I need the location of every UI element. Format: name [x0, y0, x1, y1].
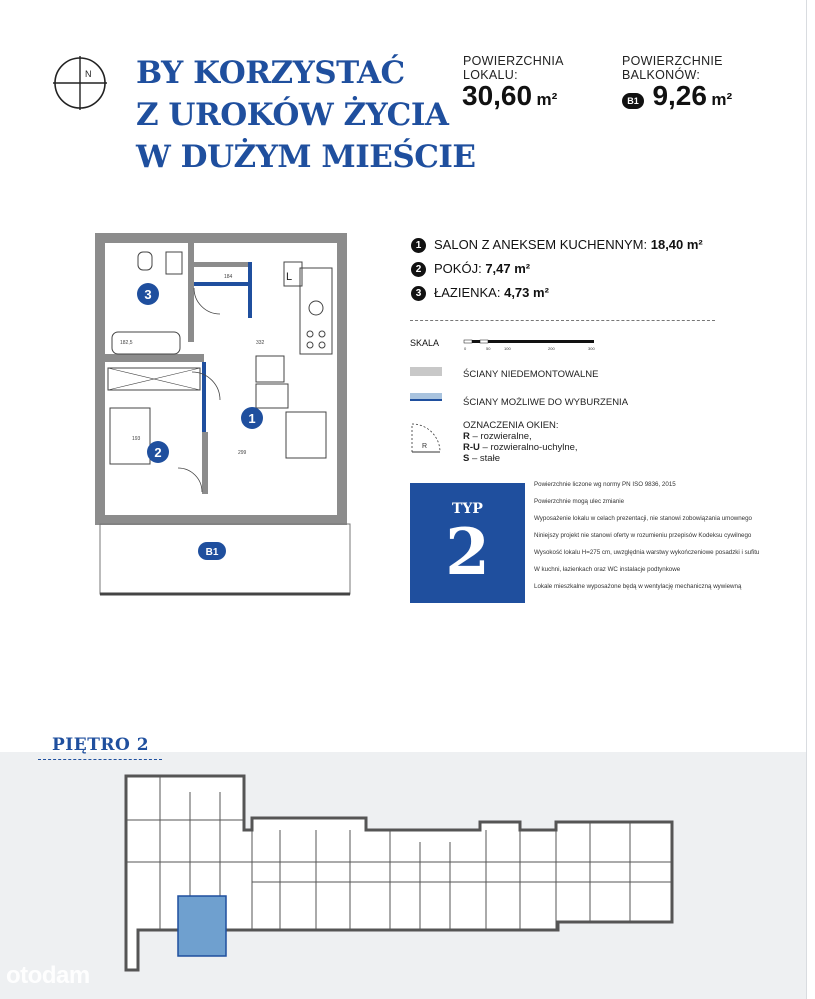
room-number-badge: 1	[411, 238, 426, 253]
plan-room-badge: 1	[248, 411, 256, 426]
window-legend-r: R – rozwieralne,	[463, 431, 532, 442]
kitchen-letter: L	[286, 271, 293, 283]
balcony-badge: B1	[622, 93, 644, 109]
note-item: Wysokość lokalu H=275 cm, uwzględnia warstwy wykończeniowe posadzki i sufitu	[534, 548, 760, 556]
typ-number: 2	[445, 515, 490, 590]
note-item: Lokale mieszkalne wyposażone będą w wentylację mechaniczną wywiewną	[534, 582, 742, 590]
scale-label: SKALA	[410, 338, 440, 348]
room-name: ŁAZIENKA:	[434, 285, 501, 300]
area-balkonow-label-line1: POWIERZCHNIE	[622, 54, 723, 68]
dimension-label: 299	[238, 450, 247, 456]
plan-room-badge: 3	[144, 287, 152, 302]
rooms-list	[411, 236, 703, 302]
watermark: otodam	[6, 962, 90, 989]
room-number-badge: 2	[411, 262, 426, 277]
note-item: Niniejszy projekt nie stanowi oferty w rozumieniu przepisów Kodeksu cywilnego	[534, 531, 752, 539]
scale-bar	[462, 338, 602, 352]
area-balkonow-unit: m²	[711, 90, 733, 109]
plan-room-badge: 2	[154, 445, 162, 460]
scale-tick: 100	[504, 346, 511, 351]
typ-box	[410, 483, 525, 603]
headline	[136, 52, 476, 178]
dimension-label: 193	[132, 436, 141, 442]
legend-removable-walls: ŚCIANY MOŻLIWE DO WYBURZENIA	[463, 397, 629, 408]
note-item: Powierzchnie liczone wg normy PN ISO 9836, 2015	[534, 481, 676, 488]
floor-label-underline	[38, 759, 162, 760]
window-symbol-icon	[408, 420, 442, 456]
room-row-1	[411, 236, 703, 254]
note-item: W kuchni, łazienkach oraz WC instalacje podtynkowe	[534, 565, 681, 573]
note-item: Powierzchnie mogą ulec zmianie	[534, 497, 625, 505]
scale-tick: 200	[548, 346, 555, 351]
room-name: SALON Z ANEKSEM KUCHENNYM:	[434, 237, 648, 252]
dimension-label: 332	[256, 340, 265, 346]
area-lokalu-label-line1: POWIERZCHNIA	[463, 54, 564, 68]
apartment-floor-plan	[90, 232, 360, 604]
area-lokalu-label-line2: LOKALU:	[463, 68, 518, 82]
room-area: 4,73 m²	[504, 285, 549, 300]
headline-line-2: Z UROKÓW ŻYCIA	[136, 97, 449, 133]
balcony-plan-badge: B1	[205, 547, 219, 558]
window-legend-title: OZNACZENIA OKIEN:	[463, 420, 559, 431]
note-item: Wyposażenie lokalu w celach prezentacji, nie stanowi zobowiązania umownego	[534, 514, 753, 522]
area-lokalu-unit: m²	[536, 90, 558, 109]
dimension-label: 182,5	[120, 340, 133, 346]
window-symbol-letter: R	[422, 443, 428, 450]
area-lokalu-label	[463, 54, 564, 82]
area-balkonow-label-line2: BALKONÓW:	[622, 68, 701, 82]
notes-list	[534, 481, 770, 600]
swatch-fixed-walls	[410, 367, 442, 376]
room-area: 18,40 m²	[650, 237, 703, 252]
room-row-2	[411, 260, 703, 278]
area-balkonow-value: 9,26	[652, 80, 707, 111]
room-row-3	[411, 284, 703, 302]
section-divider	[410, 320, 715, 321]
dimension-label: 184	[224, 274, 233, 280]
legend-fixed-walls: ŚCIANY NIEDEMONTOWALNE	[463, 369, 599, 380]
area-lokalu-value-group	[462, 80, 557, 112]
right-edge-strip	[806, 0, 815, 999]
headline-line-1: BY KORZYSTAĆ	[136, 55, 405, 91]
window-legend-ru: R-U – rozwieralno-uchylne,	[463, 442, 578, 453]
headline-line-3: W DUŻYM MIEŚCIE	[136, 139, 476, 175]
swatch-removable-walls	[410, 393, 442, 401]
scale-tick: 50	[486, 346, 491, 351]
room-name: POKÓJ:	[434, 261, 482, 276]
window-legend	[463, 420, 578, 464]
scale-tick: 300	[588, 346, 595, 351]
area-balkonow-value-group	[622, 80, 732, 112]
area-lokalu-value: 30,60	[462, 80, 533, 111]
room-number-badge: 3	[411, 286, 426, 301]
room-area: 7,47 m²	[485, 261, 531, 276]
compass-north-letter: N	[85, 69, 92, 79]
compass-icon	[52, 55, 108, 111]
window-legend-s: S – stałe	[463, 453, 500, 464]
scale-tick: 0	[464, 346, 467, 351]
area-balkonow-label	[622, 54, 723, 82]
typ-label: TYP	[452, 501, 483, 517]
building-floor-plan	[120, 772, 680, 982]
floor-label: PIĘTRO 2	[52, 735, 150, 755]
